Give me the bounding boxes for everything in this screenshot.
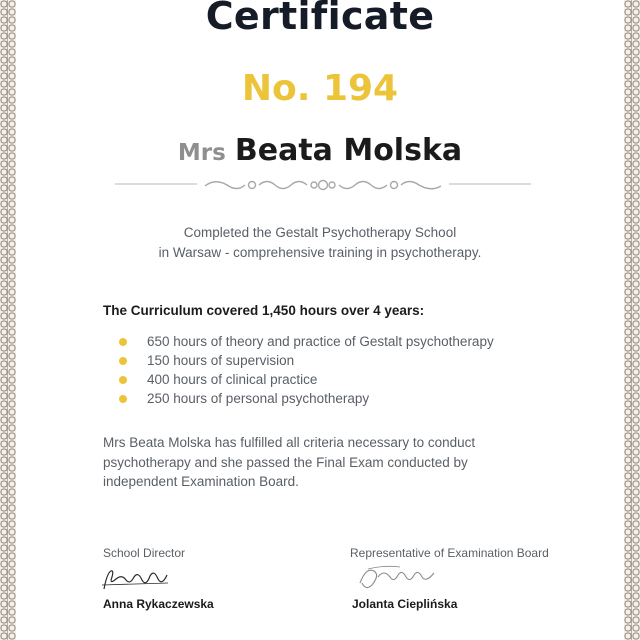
list-item	[118, 370, 494, 389]
fulfillment-statement	[103, 433, 543, 492]
list-item-text: 650 hours of theory and practice of Gestalt psychotherapy	[147, 334, 494, 349]
curriculum-heading: The Curriculum covered 1,450 hours over 4 years:	[103, 303, 425, 318]
recipient-name: Beata Molska	[234, 133, 463, 168]
completion-line: Completed the Gestalt Psychotherapy School	[183, 225, 457, 240]
list-item	[118, 332, 494, 351]
recipient-line	[0, 133, 640, 168]
signatory-name-board: Jolanta Cieplińska	[352, 597, 458, 611]
signature-scribble-icon	[354, 563, 440, 591]
statement-line: Mrs Beata Molska has fulfilled all criteria necessary to conduct	[103, 435, 476, 450]
bullet-dot-icon	[119, 395, 127, 403]
certificate-title: Certificate	[205, 0, 435, 38]
list-item-text: 250 hours of personal psychotherapy	[147, 391, 370, 406]
certificate-number: No. 194	[241, 68, 399, 109]
list-item-text: 150 hours of supervision	[147, 353, 295, 368]
bullet-dot-icon	[119, 376, 127, 384]
curriculum-list	[118, 332, 494, 408]
signatory-role-director: School Director	[103, 546, 186, 560]
completion-text	[0, 223, 640, 263]
signatory-role-board: Representative of Examination Board	[350, 546, 549, 560]
list-item	[118, 351, 494, 370]
bullet-dot-icon	[119, 357, 127, 365]
completion-line: in Warsaw - comprehensive training in psychotherapy.	[158, 245, 482, 260]
recipient-honorific: Mrs	[177, 140, 226, 166]
signature-scribble-icon	[100, 565, 170, 593]
statement-line: independent Examination Board.	[103, 474, 299, 489]
flourish-divider-icon	[115, 176, 531, 200]
statement-line: psychotherapy and she passed the Final Exam conducted by	[103, 454, 468, 470]
list-item-text: 400 hours of clinical practice	[147, 372, 318, 387]
bullet-dot-icon	[119, 338, 127, 346]
signatory-name-director: Anna Rykaczewska	[103, 597, 214, 611]
list-item	[118, 389, 494, 408]
